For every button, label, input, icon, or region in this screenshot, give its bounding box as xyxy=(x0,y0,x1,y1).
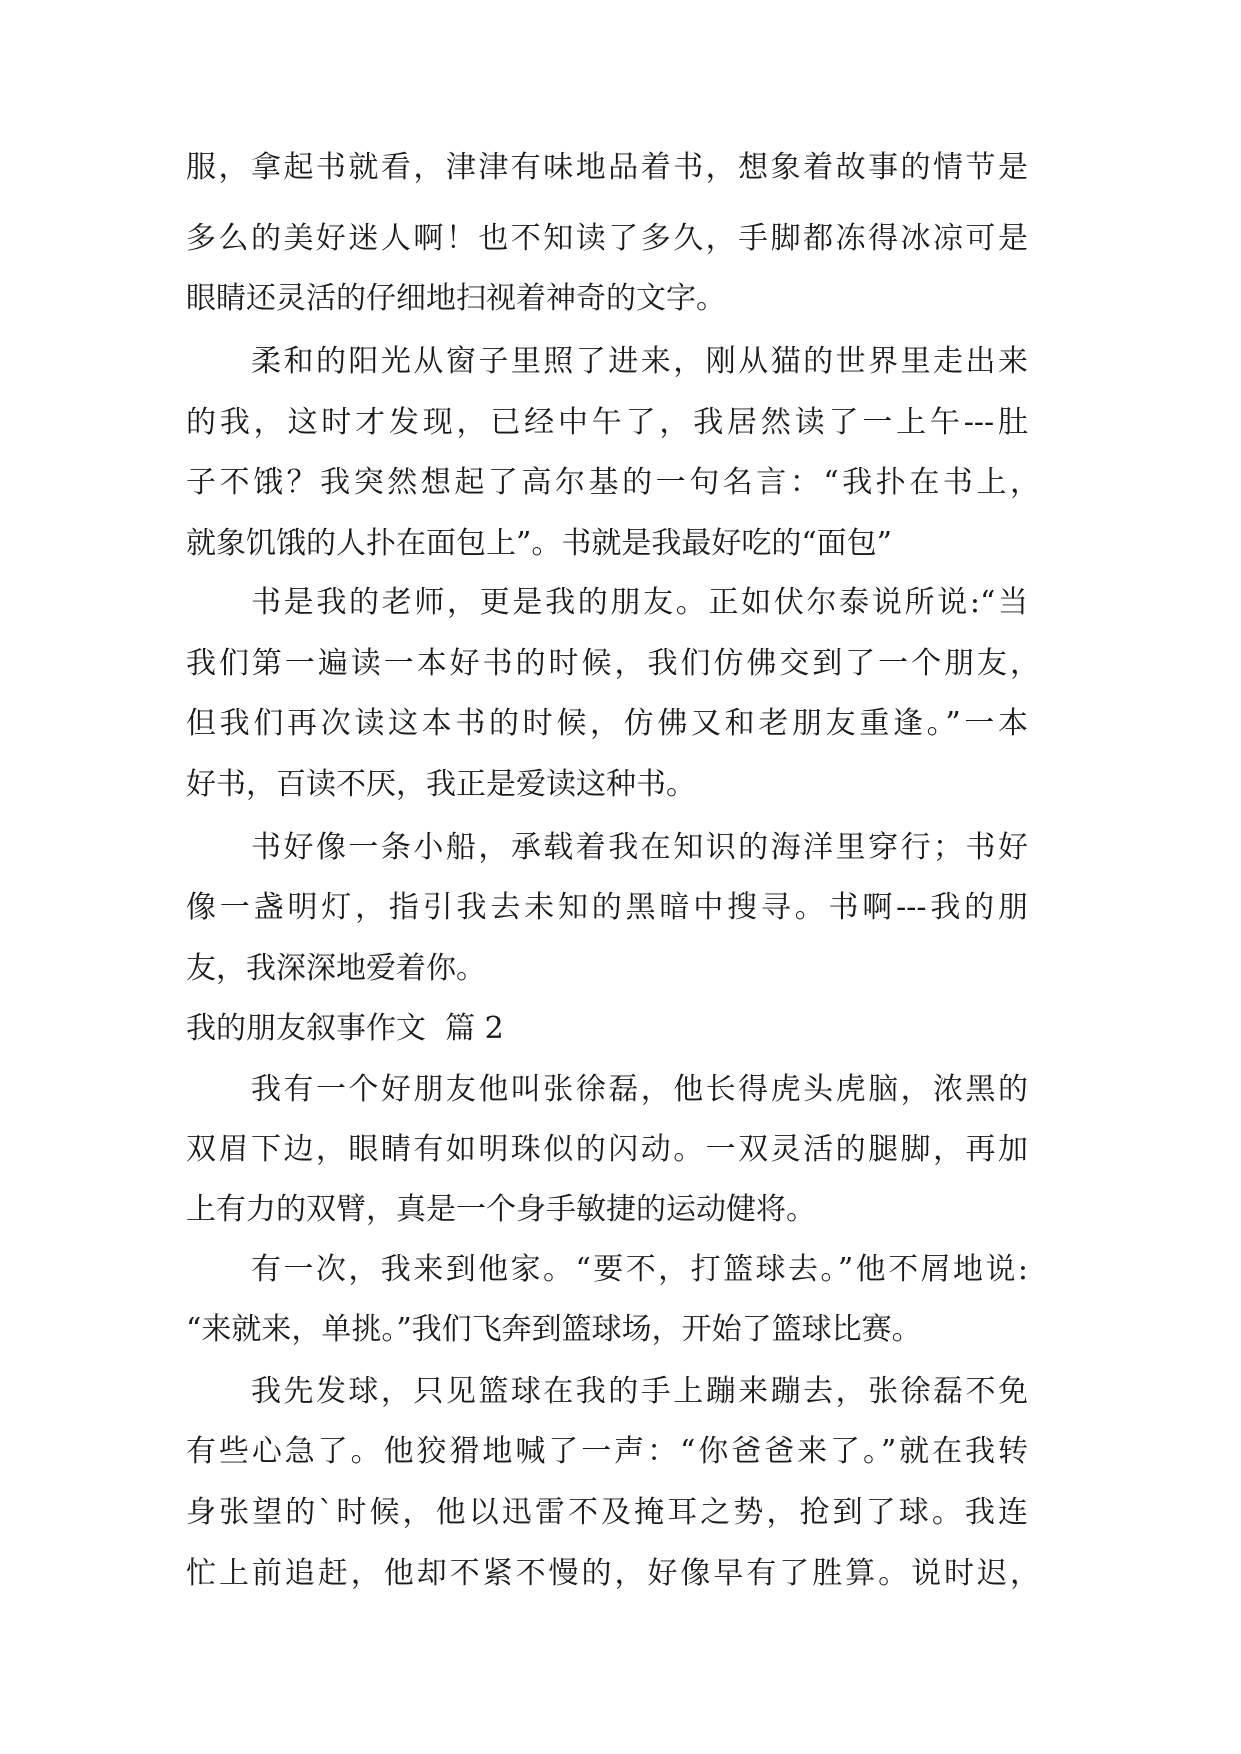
text-line: 但我们再次读这本书的时候，仿佛又和老朋友重逢。”一本 xyxy=(186,706,1028,741)
text-line: 我们第一遍读一本好书的时候，我们仿佛交到了一个朋友， xyxy=(186,646,1040,681)
text-line: 友，我深深地爱着你。 xyxy=(186,951,486,986)
text-line: 上有力的双臂，真是一个身手敏捷的运动健将。 xyxy=(186,1192,816,1227)
text-line: 的我，这时才发现，已经中午了，我居然读了一上午---肚 xyxy=(186,405,1028,440)
text-line: 多么的美好迷人啊！也不知读了多久，手脚都冻得冰凉可是 xyxy=(186,221,1028,256)
text-line: 有些心急了。他狡猾地喊了一声：“你爸爸来了。”就在我转 xyxy=(186,1434,1028,1469)
text-line: 书好像一条小船，承载着我在知识的海洋里穿行；书好 xyxy=(251,830,1028,865)
text-line: 就象饥饿的人扑在面包上”。书就是我最好吃的“面包” xyxy=(186,526,893,561)
text-line: 书是我的老师，更是我的朋友。正如伏尔泰说所说:“当 xyxy=(251,585,1028,620)
text-line: 像一盏明灯，指引我去未知的黑暗中搜寻。书啊---我的朋 xyxy=(186,890,1028,925)
text-line: 我有一个好朋友他叫张徐磊，他长得虎头虎脑，浓黑的 xyxy=(251,1072,1028,1107)
text-line: 好书，百读不厌，我正是爱读这种书。 xyxy=(186,767,696,802)
text-line: 眼睛还灵活的仔细地扫视着神奇的文字。 xyxy=(186,281,726,316)
section-heading: 我的朋友叙事作文 篇 2 xyxy=(186,1011,504,1046)
text-line: 我先发球，只见篮球在我的手上蹦来蹦去，张徐磊不免 xyxy=(251,1374,1028,1409)
text-line: 忙上前追赶，他却不紧不慢的，好像早有了胜算。说时迟， xyxy=(186,1556,1040,1591)
text-line: 双眉下边，眼睛有如明珠似的闪动。一双灵活的腿脚，再加 xyxy=(186,1132,1028,1167)
text-line: 服，拿起书就看，津津有味地品着书，想象着故事的情节是 xyxy=(186,150,1028,185)
text-line: 有一次，我来到他家。“要不，打篮球去。”他不屑地说: xyxy=(251,1252,1028,1287)
text-line: 柔和的阳光从窗子里照了进来，刚从猫的世界里走出来 xyxy=(251,344,1028,379)
text-line: “来就来，单挑。”我们飞奔到篮球场，开始了篮球比赛。 xyxy=(186,1312,922,1347)
text-line: 子不饿？我突然想起了高尔基的一句名言：“我扑在书上， xyxy=(186,465,1040,500)
text-line: 身张望的`时候，他以迅雷不及掩耳之势，抢到了球。我连 xyxy=(186,1495,1028,1530)
